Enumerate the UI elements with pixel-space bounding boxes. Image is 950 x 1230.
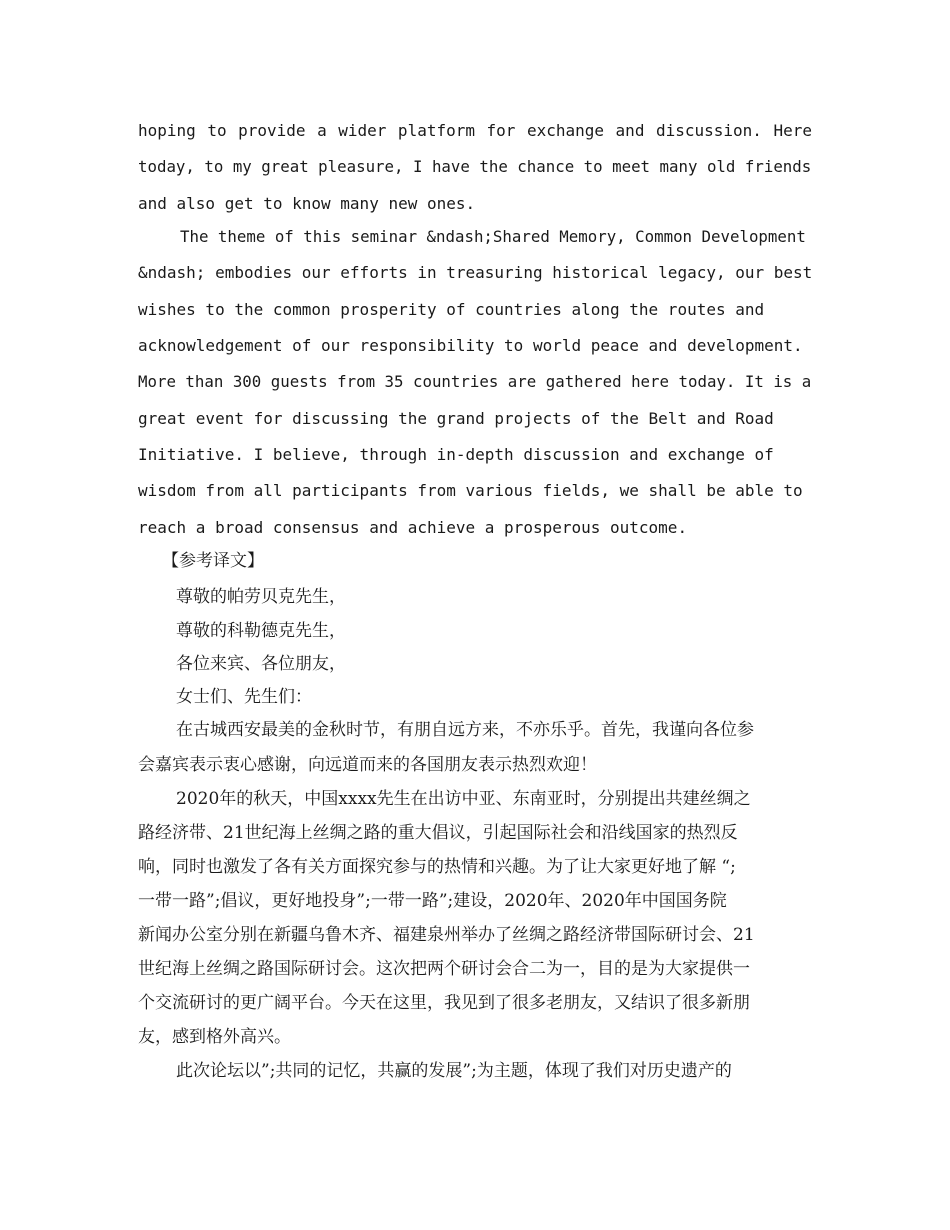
english-line: &ndash; embodies our efforts in treasuring historical legacy, our best — [138, 263, 813, 282]
chinese-line: 路经济带、21世纪海上丝绸之路的重大倡议，引起国际社会和沿线国家的热烈反 — [138, 823, 738, 843]
english-line: and also get to know many new ones. — [138, 194, 476, 213]
chinese-line: 此次论坛以”;共同的记忆，共赢的发展”;为主题，体现了我们对历史遗产的 — [176, 1061, 732, 1081]
english-line: reach a broad consensus and achieve a prosperous outcome. — [138, 518, 688, 537]
chinese-line: 尊敬的帕劳贝克先生， — [176, 587, 346, 607]
reference-translation-heading: 【参考译文】 — [162, 551, 264, 571]
chinese-line: 女士们、先生们： — [176, 687, 312, 707]
english-line: wisdom from all participants from various fields, we shall be able to — [138, 481, 803, 500]
chinese-line: 2020年的秋天，中国xxxx先生在出访中亚、东南亚时，分别提出共建丝绸之 — [176, 789, 751, 809]
chinese-line: 各位来宾、各位朋友， — [176, 654, 346, 674]
english-line: The theme of this seminar &ndash;Shared Memory, Common Development — [180, 227, 806, 246]
chinese-line: 响，同时也激发了各有关方面探究参与的热情和兴趣。为了让大家更好地了解 “; — [138, 857, 736, 877]
chinese-line: 一带一路”;倡议，更好地投身”;一带一路”;建设，2020年、2020年中国国务院 — [138, 891, 727, 911]
english-line: great event for discussing the grand projects of the Belt and Road — [138, 409, 774, 428]
english-line: hoping to provide a wider platform for exchange and discussion. Here — [138, 121, 812, 140]
english-line: today, to my great pleasure, I have the chance to meet many old friends — [138, 157, 812, 176]
chinese-line: 友，感到格外高兴。 — [138, 1027, 291, 1047]
english-line: More than 300 guests from 35 countries are gathered here today. It is a — [138, 372, 812, 391]
english-line: Initiative. I believe, through in-depth discussion and exchange of — [138, 445, 774, 464]
chinese-line: 在古城西安最美的金秋时节，有朋自远方来，不亦乐乎。首先，我谨向各位参 — [176, 720, 754, 740]
chinese-line: 尊敬的科勒德克先生， — [176, 621, 346, 641]
english-line: acknowledgement of our responsibility to world peace and development. — [138, 336, 803, 355]
english-line: wishes to the common prosperity of countries along the routes and — [138, 300, 765, 319]
chinese-line: 会嘉宾表示衷心感谢，向远道而来的各国朋友表示热烈欢迎！ — [138, 755, 597, 775]
chinese-line: 个交流研讨的更广阔平台。今天在这里，我见到了很多老朋友，又结识了很多新朋 — [138, 993, 750, 1013]
chinese-line: 新闻办公室分别在新疆乌鲁木齐、福建泉州举办了丝绸之路经济带国际研讨会、21 — [138, 925, 755, 945]
chinese-line: 世纪海上丝绸之路国际研讨会。这次把两个研讨会合二为一，目的是为大家提供一 — [138, 959, 750, 979]
